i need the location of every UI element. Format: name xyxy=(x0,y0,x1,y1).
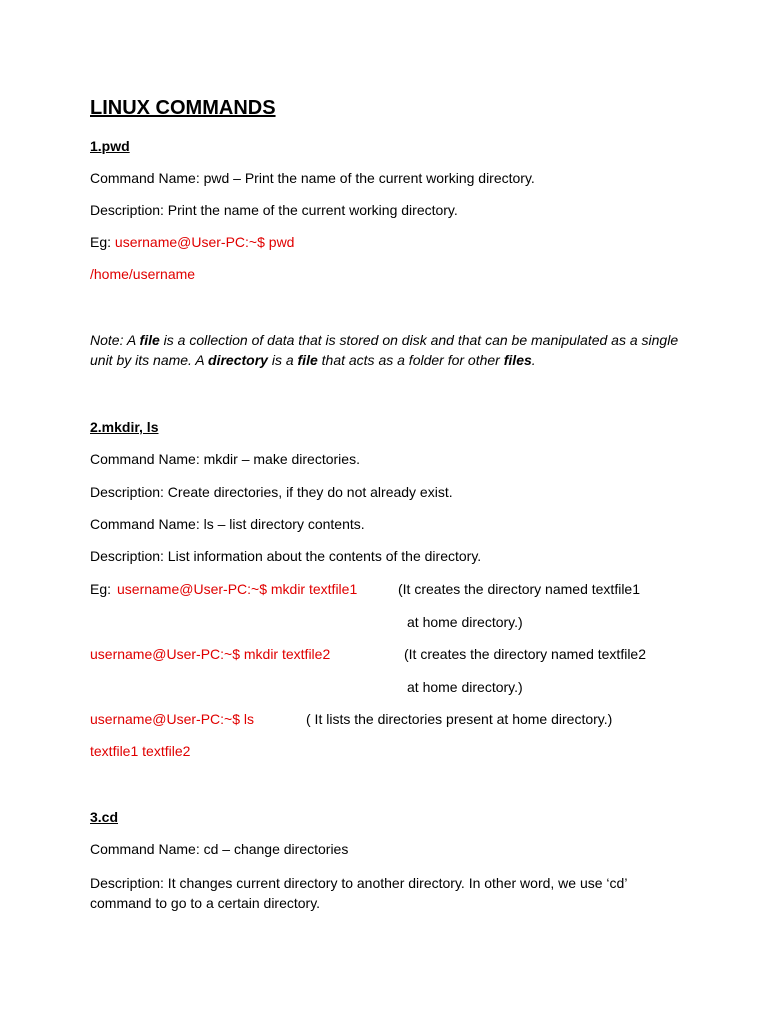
pwd-description: Description: Print the name of the current working directory. xyxy=(90,202,458,218)
note-term-file: file xyxy=(139,332,160,348)
note-paragraph xyxy=(90,330,690,370)
example-label: Eg: xyxy=(90,234,115,250)
mkdir-example-comment-1: (It creates the directory named textfile1 xyxy=(398,581,640,597)
mkdir-example-comment-2: (It creates the directory named textfile2 xyxy=(404,646,646,662)
note-term-directory: directory xyxy=(208,352,268,368)
ls-example-command: username@User-PC:~$ ls xyxy=(90,711,254,727)
note-text: that acts as a folder for other xyxy=(317,352,504,368)
mkdir-example-command-1: username@User-PC:~$ mkdir textfile1 xyxy=(117,581,358,597)
note-text: . xyxy=(531,352,536,368)
mkdir-command-name: Command Name: mkdir – make directories. xyxy=(90,451,360,467)
section-heading-pwd: 1.pwd xyxy=(90,138,130,154)
pwd-example xyxy=(90,233,294,251)
cd-command-name: Command Name: cd – change directories xyxy=(90,841,349,857)
section-heading-cd: 3.cd xyxy=(90,809,119,825)
note-term-files: files xyxy=(503,352,532,368)
pwd-example-command: username@User-PC:~$ pwd xyxy=(114,234,295,250)
note-text: is a xyxy=(267,352,298,368)
cd-description: Description: It changes current directory to another directory. In other word, we use ‘cd’ command to go to a certain directory. xyxy=(90,875,627,911)
mkdir-example-comment-2-cont: at home directory.) xyxy=(407,679,523,695)
pwd-command-name: Command Name: pwd – Print the name of the current working directory. xyxy=(90,170,535,186)
ls-command-name: Command Name: ls – list directory contents. xyxy=(90,516,365,532)
ls-example-output: textfile1 textfile2 xyxy=(90,743,191,759)
section-heading-mkdir-ls: 2.mkdir, ls xyxy=(90,419,159,435)
note-text: Note: A xyxy=(90,332,140,348)
pwd-example-output: /home/username xyxy=(90,266,196,282)
example-label: Eg: xyxy=(90,581,112,597)
note-term-file: file xyxy=(297,352,318,368)
note-text: is a collection of data that is stored on disk and that can be manipulated as a single unit by its name. A xyxy=(90,332,679,368)
mkdir-description: Description: Create directories, if they do not already exist. xyxy=(90,484,453,500)
mkdir-example-comment-1-cont: at home directory.) xyxy=(407,614,523,630)
mkdir-example-command-2: username@User-PC:~$ mkdir textfile2 xyxy=(90,646,331,662)
ls-example-comment: ( It lists the directories present at home directory.) xyxy=(306,711,613,727)
page-title: LINUX COMMANDS xyxy=(90,97,276,119)
ls-description: Description: List information about the contents of the directory. xyxy=(90,548,482,564)
